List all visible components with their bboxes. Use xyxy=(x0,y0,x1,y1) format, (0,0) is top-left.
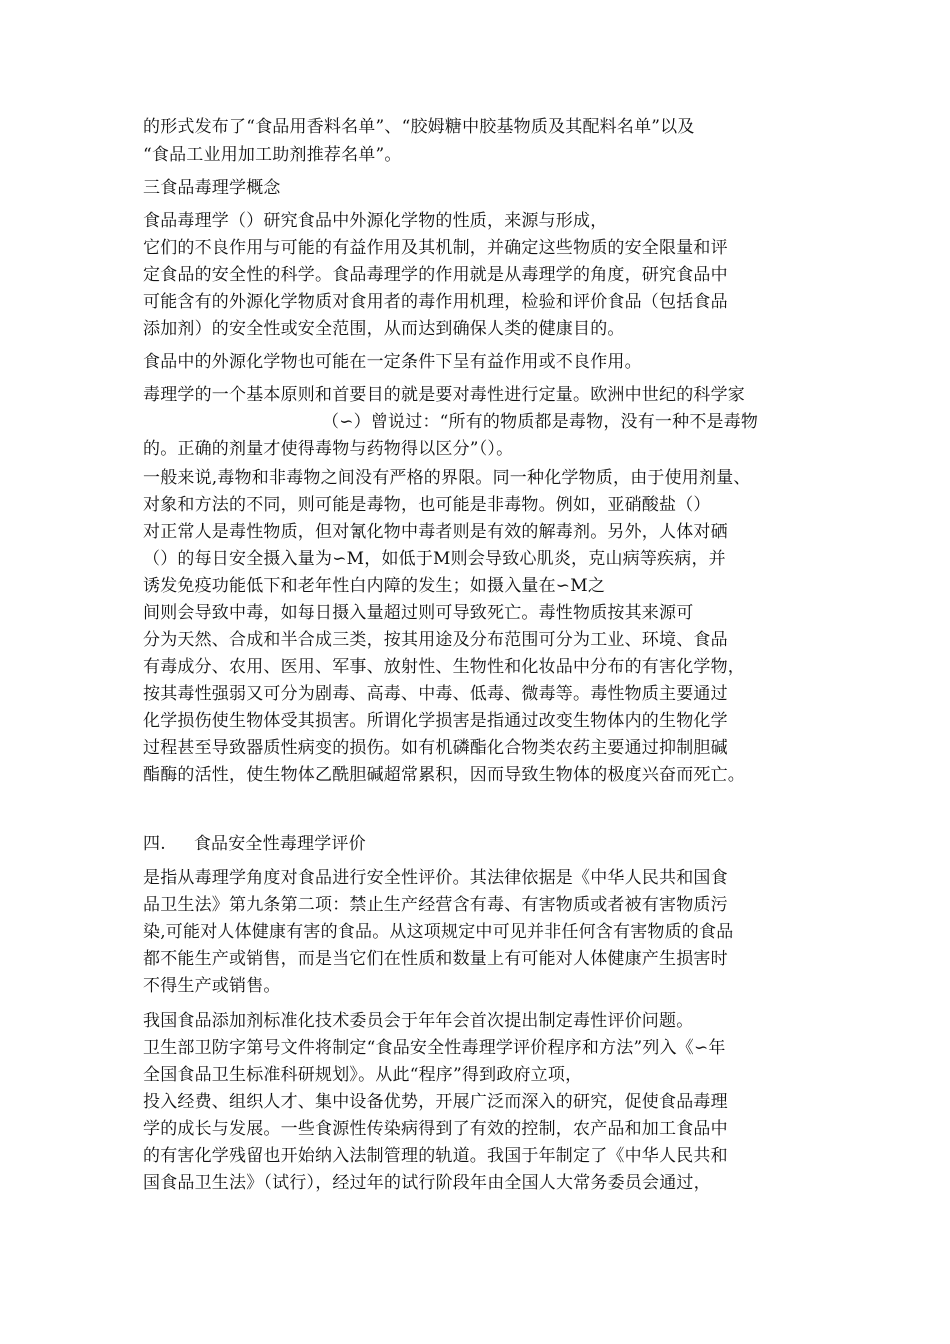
text-line: 食品毒理学（）研究食品中外源化学物的性质，来源与形成， xyxy=(143,211,608,231)
text-line: 按其毒性强弱又可分为剧毒、高毒、中毒、低毒、微毒等。毒性物质主要通过 xyxy=(143,684,728,704)
text-line: 有毒成分、农用、医用、军事、放射性、生物性和化妆品中分布的有害化学物， xyxy=(143,657,745,677)
text-line: （）的每日安全摄入量为∽M，如低于M则会导致心肌炎，克山病等疾病，并 xyxy=(143,549,726,569)
text-line: 的。正确的剂量才使得毒物与药物得以区分”（）。 xyxy=(143,439,514,459)
text-line: 间则会导致中毒，如每日摄入量超过则可导致死亡。毒性物质按其来源可 xyxy=(143,603,694,623)
text-line: 是指从毒理学角度对食品进行安全性评价。其法律依据是《中华人民共和国食 xyxy=(143,868,728,888)
text-line: 投入经费、组织人才、集中设备优势，开展广泛而深入的研究，促使食品毒理 xyxy=(143,1092,728,1112)
text-line: 全国食品卫生标准科研规划》。从此“程序”得到政府立项， xyxy=(143,1065,583,1085)
text-line: 对象和方法的不同，则可能是毒物，也可能是非毒物。例如，亚硝酸盐（） xyxy=(143,495,711,515)
text-line: 对正常人是毒性物质，但对氰化物中毒者则是有效的解毒剂。另外，人体对硒 xyxy=(143,522,728,542)
text-line: 酯酶的活性，使生物体乙酰胆碱超常累积，因而导致生物体的极度兴奋而死亡。 xyxy=(143,765,745,785)
section-heading: 三食品毒理学概念 xyxy=(143,178,281,198)
text-line: 诱发免疫功能低下和老年性白内障的发生；如摄入量在∽M之 xyxy=(143,576,606,596)
text-line: 我国食品添加剂标准化技术委员会于年年会首次提出制定毒性评价问题。 xyxy=(143,1011,694,1031)
text-line: “食品工业用加工助剂推荐名单”。 xyxy=(143,145,402,165)
text-line: 国食品卫生法》（试行），经过年的试行阶段年由全国人大常务委员会通过， xyxy=(143,1173,711,1193)
text-line: 定食品的安全性的科学。食品毒理学的作用就是从毒理学的角度，研究食品中 xyxy=(143,265,728,285)
text-line: 的有害化学残留也开始纳入法制管理的轨道。我国于年制定了《中华人民共和 xyxy=(143,1146,728,1166)
text-line: 它们的不良作用与可能的有益作用及其机制，并确定这些物质的安全限量和评 xyxy=(143,238,728,258)
text-line: 不得生产或销售。 xyxy=(143,976,281,996)
text-line: 一般来说,毒物和非毒物之间没有严格的界限。同一种化学物质，由于使用剂量、 xyxy=(143,468,751,488)
text-line: 可能含有的外源化学物质对食用者的毒作用机理，检验和评价食品（包括食品 xyxy=(143,292,728,312)
text-line: （∽）曾说过：“所有的物质都是毒物，没有一种不是毒物 xyxy=(322,412,759,432)
text-line: 品卫生法》第九条第二项：禁止生产经营含有毒、有害物质或者被有害物质污 xyxy=(143,895,728,915)
text-line: 都不能生产或销售，而是当它们在性质和数量上有可能对人体健康产生损害时 xyxy=(143,949,728,969)
text-line: 分为天然、合成和半合成三类，按其用途及分布范围可分为工业、环境、食品 xyxy=(143,630,728,650)
text-line: 食品中的外源化学物也可能在一定条件下呈有益作用或不良作用。 xyxy=(143,352,642,372)
text-line: 卫生部卫防字第号文件将制定“食品安全性毒理学评价程序和方法”列入《∽年 xyxy=(143,1038,726,1058)
text-line: 过程甚至导致器质性病变的损伤。如有机磷酯化合物类农药主要通过抑制胆碱 xyxy=(143,738,728,758)
text-line: 染,可能对人体健康有害的食品。从这项规定中可见并非任何含有害物质的食品 xyxy=(143,922,734,942)
text-line: 添加剂）的安全性或安全范围，从而达到确保人类的健康目的。 xyxy=(143,319,625,339)
text-line: 的形式发布了“食品用香料名单”、“胶姆糖中胶基物质及其配料名单”以及 xyxy=(143,117,695,137)
section-heading: 四. 食品安全性毒理学评价 xyxy=(143,834,366,854)
text-line: 毒理学的一个基本原则和首要目的就是要对毒性进行定量。欧洲中世纪的科学家 xyxy=(143,385,745,405)
text-line: 学的成长与发展。一些食源性传染病得到了有效的控制，农产品和加工食品中 xyxy=(143,1119,728,1139)
text-line: 化学损伤使生物体受其损害。所谓化学损害是指通过改变生物体内的生物化学 xyxy=(143,711,728,731)
